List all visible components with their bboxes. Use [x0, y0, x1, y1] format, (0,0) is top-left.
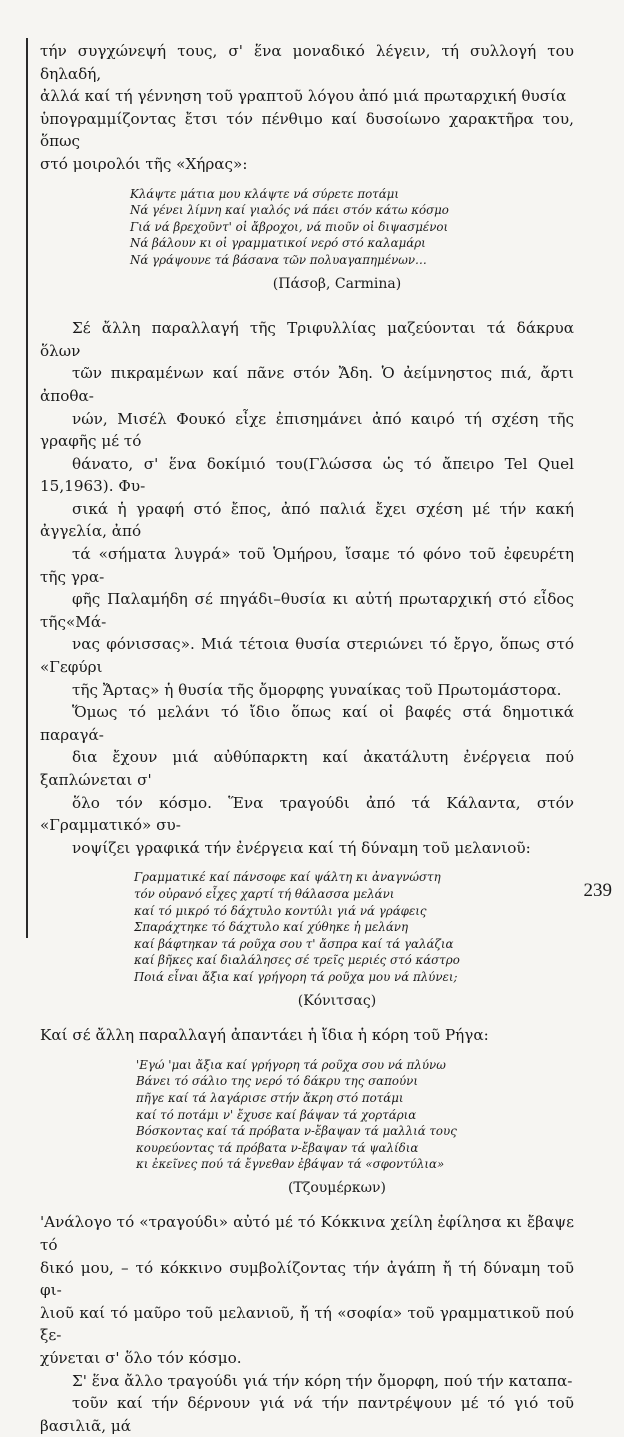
text-column	[40, 40, 574, 1437]
paragraph-kokkina-xeili: 'Ανάλογο τό «τραγούδι» αὐτό μέ τό Κόκκινα χείλη ἐφίλησα κι ἔβαψε τό δικό μου, – τό κόκκινο συμβολίζοντας τήν ἀγάπη ἤ τή δύναμη τοῦ φι- λιοῦ καί τό μαῦρο τοῦ μελανιοῦ, ἤ τή «σοφία» τοῦ γραμματικοῦ πού ξε- χύνεται σ' ὅλο τόν κόσμο.	[40, 1213, 574, 1368]
poem-chira: Κλάψτε μάτια μου κλάψτε νά σύρετε ποτάμι Νά γένει λίμνη καί γιαλός νά πάει στόν κάτω κόσμο Γιά νά βρεχοῦντ' οἱ ἄβροχοι, νά πιοῦν οἱ διψασμένοι Νά βάλουν κι οἱ γραμματικοί νερό στό καλαμάρι Νά γράψουνε τά βάσανα τῶν πολυαγαπημένων…	[130, 186, 449, 267]
poem-kori-riga: 'Εγώ 'μαι ἄξια καί γρήγορη τά ροῦχα σου νά πλύνω Βάνει τό σάλιο της νερό τό δάκρυ της σαπούνι πῆγε καί τά λαγάρισε στήν ἄκρη στό ποτάμι καί τό ποτάμι ν' ἔχυσε καί βάψαν τά χορτάρια Βόσκοντας καί τά πρόβατα ν-ἔβαψαν τά μαλλιά τους κουρεύοντας τά πρόβατα ν-ἔβαψαν τά ψαλίδια κι ἐκεῖνες πού τά ἔγνεθαν ἐβάψαν τά «σφοντύλια»	[136, 1057, 457, 1172]
poem-attribution: (Κόνιτσας)	[297, 992, 377, 1009]
paragraph-intro: τήν συγχώνεψή τους, σ' ἕνα μοναδικό λέγειν, τή συλλογή του δηλαδή, ἀλλά καί τή γέννηση τοῦ γραπτοῦ λόγου ἀπό μιά πρωταρχική θυσία ὑπογραμμίζοντας ἔτσι τόν πένθιμο καί δυσοίωνο χαρακτῆρα του, ὅπως στό μοιρολόι τῆς «Χήρας»:	[40, 42, 574, 173]
margin-rule	[26, 38, 28, 938]
paragraph-kori-omorfi: Σ' ἕνα ἄλλο τραγούδι γιά τήν κόρη τήν ὄμορφη, πού τήν καταπα- τοῦν καί τήν δέρνουν γιά νά τήν παντρέψουν μέ τό γιό τοῦ βασιλιᾶ, μά	[40, 1371, 574, 1435]
paragraph-melani: Ὅμως τό μελάνι τό ἴδιο ὅπως καί οἱ βαφές στά δημοτικά παραγά- δια ἔχουν μιά αὐθύπαρκτη καί ἀκατάλυτη ἐνέργεια πού ξαπλώνεται σ' ὅλο τόν κόσμο. Ἕνα τραγούδι ἀπό τά Κάλαντα, στόν «Γραμματικό» συ- νοψίζει γραφικά τήν ἐνέργεια καί τή δύναμη τοῦ μελανιοῦ:	[40, 703, 574, 857]
paragraph-riga: Καί σέ ἄλλη παραλλαγή ἀπαντάει ἡ ἴδια ἡ κόρη τοῦ Ρήγα:	[40, 1026, 489, 1045]
poem-grammatikos: Γραμματικέ καί πάνσοφε καί ψάλτη κι ἀναγνώστη τόν οὐρανό εἶχες χαρτί τή θάλασσα μελάνι καί τό μικρό τό δάχτυλο κοντύλι γιά νά γράφεις Σπαράχτηκε τό δάχτυλο καί χύθηκε ἡ μελάνη καί βάφτηκαν τά ροῦχα σου τ' ἄσπρα καί τά γαλάζια καί βῆκες καί διαλάλησες σέ τρεῖς μεριές στό κάστρο Ποιά εἶναι ἄξια καί γρήγορη τά ροῦχα μου νά πλύνει;	[134, 870, 460, 984]
paragraph-trifyllia: Σέ ἄλλη παραλλαγή τῆς Τριφυλλίας μαζεύονται τά δάκρυα ὅλων τῶν πικραμένων καί πᾶνε στόν Ἄδη. Ὁ ἀείμνηστος πιά, ἄρτι ἀποθα- νών, Μισέλ Φουκό εἶχε ἐπισημάνει ἀπό καιρό τή σχέση τῆς γραφῆς μέ τό θάνατο, σ' ἕνα δοκίμιό του(Γλώσσα ὡς τό ἄπειρο Tel Quel 15,1963). Φυ- σικά ἡ γραφή στό ἔπος, ἀπό παλιά ἔχει σχέση μέ τήν κακή ἀγγελία, ἀπό τά «σήματα λυγρά» τοῦ Ὁμήρου, ἴσαμε τό φόνο τοῦ ἐφευρέτη τῆς γρα- φῆς Παλαμήδη σέ πηγάδι–θυσία κι αὐτή πρωταρχική στό εἶδος τῆς«Μά- νας φόνισσας». Μιά τέτοια θυσία στεριώνει τό ἔργο, ὅπως στό «Γεφύρι τῆς Ἄρτας» ἡ θυσία τῆς ὄμορφης γυναίκας τοῦ Πρωτομάστορα.	[40, 319, 574, 699]
page-number: 239	[583, 880, 612, 901]
poem-attribution: (Πάσοβ, Carmina)	[272, 275, 402, 292]
poem-attribution: (Τζουμέρκων)	[287, 1179, 387, 1196]
